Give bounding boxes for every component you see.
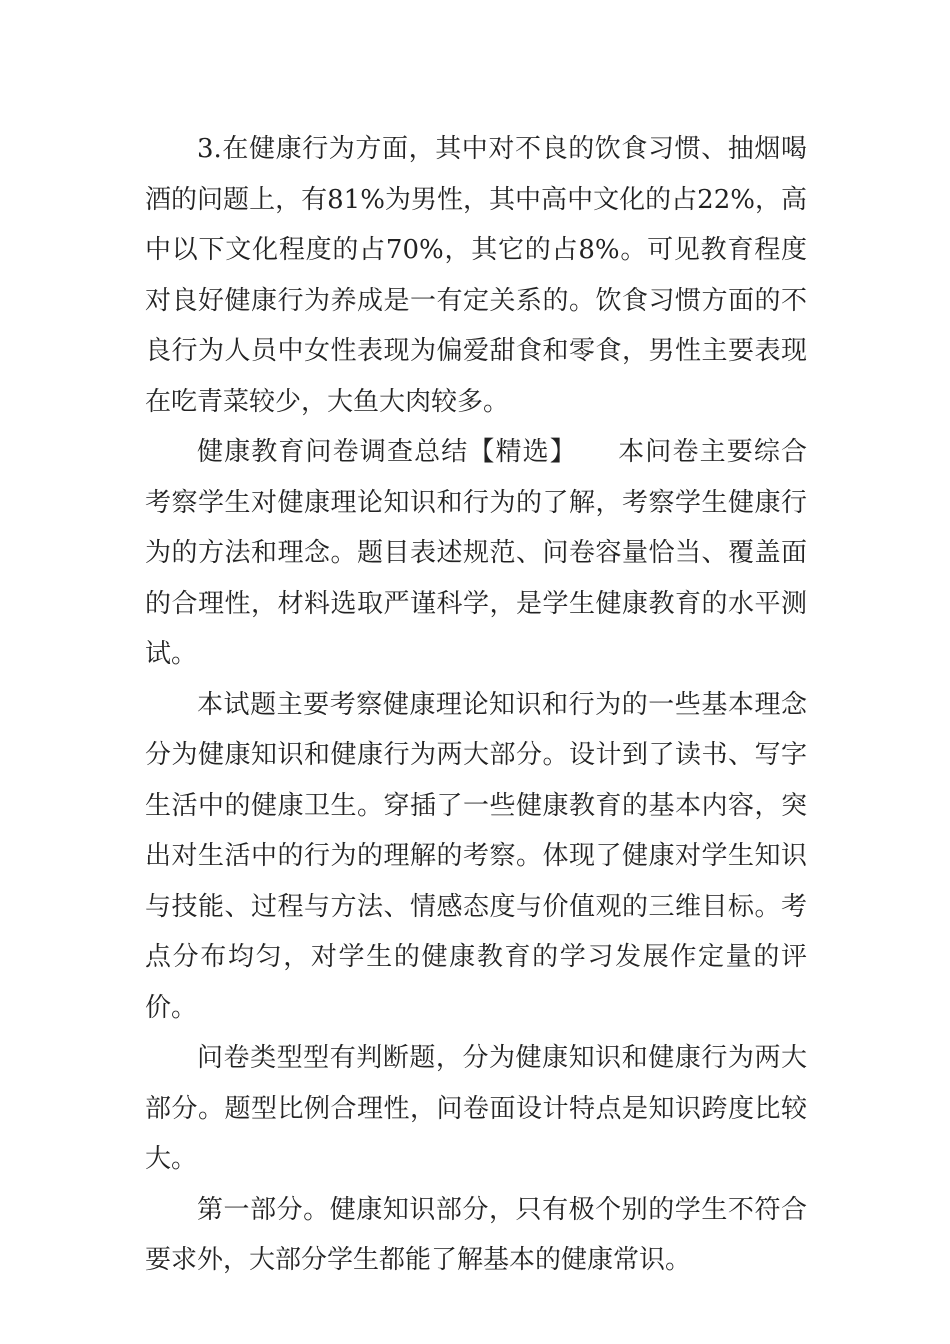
paragraph-health-behavior: 3.在健康行为方面，其中对不良的饮食习惯、抽烟喝酒的问题上，有81%为男性，其中高中文化的占22%，高中以下文化程度的占70%，其它的占8%。可见教育程度对良好健康行为养成是一有定关系的。饮食习惯方面的不良行为人员中女性表现为偏爱甜食和零食，男性主要表现在吃青菜较少，大鱼大肉较多。 <box>145 134 807 417</box>
paragraph-survey-summary: 健康教育问卷调查总结【精选】 本问卷主要综合考察学生对健康理论知识和行为的了解，考察学生健康行为的方法和理念。题目表述规范、问卷容量恰当、覆盖面的合理性，材料选取严谨科学，是学生健康教育的水平测试。 <box>145 437 807 669</box>
paragraph-part-one: 第一部分。健康知识部分，只有极个别的学生不符合要求外，大部分学生都能了解基本的健康常识。 <box>145 1194 807 1275</box>
paragraph-question-types: 问卷类型型有判断题，分为健康知识和健康行为两大部分。题型比例合理性，问卷面设计特点是知识跨度比较大。 <box>145 1043 807 1174</box>
paragraph-test-content: 本试题主要考察健康理论知识和行为的一些基本理念分为健康知识和健康行为两大部分。设计到了读书、写字生活中的健康卫生。穿插了一些健康教育的基本内容，突出对生活中的行为的理解的考察。体现了健康对学生知识与技能、过程与方法、情感态度与价值观的三维目标。考点分布均匀，对学生的健康教育的学习发展作定量的评价。 <box>145 689 807 1023</box>
document-page <box>145 124 807 1286</box>
